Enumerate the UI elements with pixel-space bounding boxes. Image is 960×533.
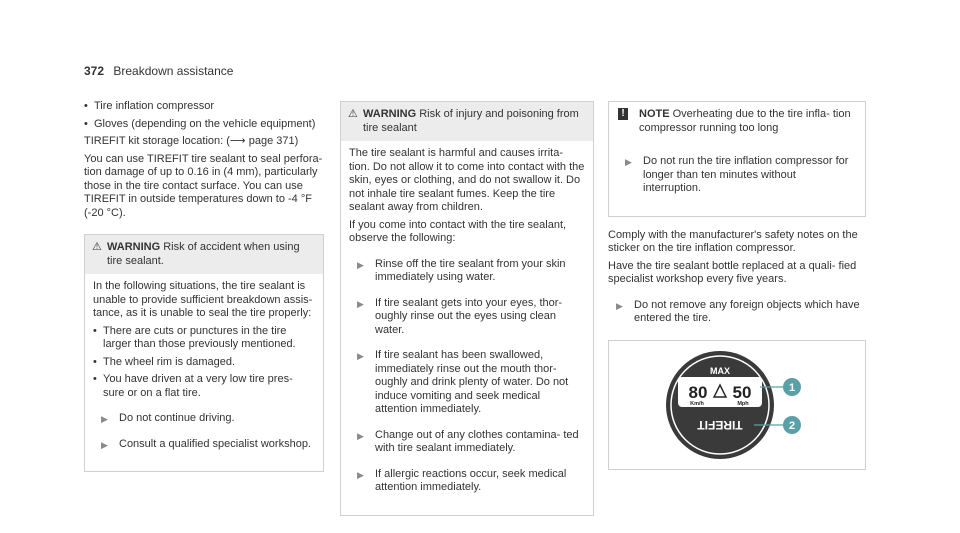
warning-intro: In the following situations, the tire sealant is unable to provide sufficient breakdown assis- tance, as it is unable to seal the tire properly: bbox=[93, 280, 313, 319]
warning-header bbox=[341, 102, 593, 141]
warning-body bbox=[341, 141, 593, 515]
page-number: 372 bbox=[84, 64, 105, 78]
play-arrow-icon: ▶ bbox=[357, 351, 364, 361]
warning-body bbox=[85, 274, 323, 471]
max-label: MAX bbox=[710, 365, 730, 376]
unit-mph: Mph bbox=[737, 400, 749, 407]
list-item: • Tire inflation compressor bbox=[84, 100, 324, 114]
warning-box-accident bbox=[84, 234, 324, 472]
action-step: ▶ If tire sealant has been swallowed, immediately rinse out the mouth thor- oughly and drink plenty of water. Do not induce vomiting and seek medical attention immediately. bbox=[357, 349, 569, 415]
speed-mph: 50 bbox=[732, 382, 752, 402]
notice-title: Overheating due to the tire infla- tion compressor running too long bbox=[639, 108, 851, 134]
callout-number-1: 1 bbox=[788, 381, 796, 394]
notice-body bbox=[609, 141, 865, 216]
play-arrow-icon: ▶ bbox=[357, 430, 364, 441]
list-item: • There are cuts or punctures in the tire larger than those previously mentioned. bbox=[93, 325, 315, 352]
play-arrow-icon: ▶ bbox=[625, 157, 632, 167]
play-arrow-icon: ▶ bbox=[616, 300, 623, 311]
play-arrow-icon: ▶ bbox=[101, 439, 108, 450]
play-arrow-icon: ▶ bbox=[357, 259, 364, 270]
tirefit-sticker-figure bbox=[608, 340, 866, 470]
play-arrow-icon: ▶ bbox=[357, 298, 364, 309]
equipment-list bbox=[84, 100, 324, 131]
column-3 bbox=[608, 101, 866, 470]
tirefit-sticker-illustration bbox=[662, 347, 812, 463]
warning-box-poisoning bbox=[340, 101, 594, 516]
action-step: ▶ If tire sealant gets into your eyes, thor- oughly rinse out the eyes using clean water. bbox=[357, 296, 563, 336]
warning-paragraph: If you come into contact with the tire sealant, observe the following: bbox=[349, 218, 567, 244]
speed-kmh: 80 bbox=[688, 382, 708, 402]
storage-location-line: TIREFIT kit storage location: (⟶ page 371) bbox=[84, 135, 299, 147]
list-item: • You have driven at a very low tire pres- sure or on a flat tire. bbox=[93, 373, 315, 400]
section-title: Breakdown assistance bbox=[113, 64, 234, 78]
unit-kmh: Km/h bbox=[690, 400, 704, 407]
safety-notes-paragraph: Comply with the manufacturer's safety notes on the sticker on the tire inflation compressor. bbox=[608, 228, 858, 254]
warning-title: Risk of accident when using tire sealant. bbox=[107, 241, 300, 267]
action-step: ▶ Consult a qualified specialist workshop. bbox=[93, 438, 315, 452]
play-arrow-icon: ▶ bbox=[357, 469, 364, 480]
action-step: ▶ If allergic reactions occur, seek medical attention immediately. bbox=[357, 467, 567, 493]
warning-label: WARNING bbox=[363, 108, 417, 120]
tirefit-brand-text: TIREFIT bbox=[697, 417, 743, 432]
warning-header bbox=[85, 235, 323, 274]
callout-number-2: 2 bbox=[788, 419, 796, 432]
exclamation-icon: ! bbox=[618, 108, 628, 120]
notice-header bbox=[609, 102, 865, 141]
action-step: ▶ Change out of any clothes contamina- ted with tire sealant immediately. bbox=[357, 428, 579, 454]
arrow-right-icon: ⟶ bbox=[229, 135, 246, 147]
notice-box-overheating bbox=[608, 101, 866, 217]
replacement-paragraph: Have the tire sealant bottle replaced at a quali- fied specialist workshop every five years. bbox=[608, 259, 857, 285]
warning-paragraph: The tire sealant is harmful and causes irrita- tion. Do not allow it to come into contact with the skin, eyes or clothing, and do not swallow it. Do not inhale tire sealant fumes. Keep the tire sealant away from children. bbox=[349, 147, 585, 213]
notice-label: NOTE bbox=[639, 108, 670, 120]
page-reference-link[interactable]: page 371) bbox=[248, 135, 299, 147]
list-item: • Gloves (depending on the vehicle equipment) bbox=[84, 118, 324, 132]
page-header bbox=[84, 64, 233, 78]
situation-list bbox=[93, 325, 315, 401]
warning-triangle-icon: ⚠ bbox=[348, 108, 358, 120]
play-arrow-icon: ▶ bbox=[101, 414, 108, 424]
warning-title: Risk of injury and poisoning from tire sealant bbox=[363, 108, 579, 134]
column-2 bbox=[340, 101, 594, 516]
action-step: ▶ Do not remove any foreign objects which have entered the tire. bbox=[616, 298, 860, 324]
action-step: ▶ Do not continue driving. bbox=[93, 412, 315, 426]
action-step: ▶ Do not run the tire inflation compressor for longer than ten minutes without interruption. bbox=[625, 155, 849, 194]
warning-label: WARNING bbox=[107, 241, 161, 253]
temperature-paragraph: You can use TIREFIT tire sealant to seal perfora- tion damage of up to 0.16 in (4 mm), particularly those in the tire contact surface. You can use TIREFIT in outside temperatures down to -4 °F (-20 °C). bbox=[84, 152, 323, 219]
action-step: ▶ Rinse off the tire sealant from your skin immediately using water. bbox=[357, 257, 566, 283]
warning-triangle-icon: ⚠ bbox=[92, 241, 102, 253]
list-item: • The wheel rim is damaged. bbox=[93, 356, 315, 370]
column-1 bbox=[84, 100, 324, 472]
